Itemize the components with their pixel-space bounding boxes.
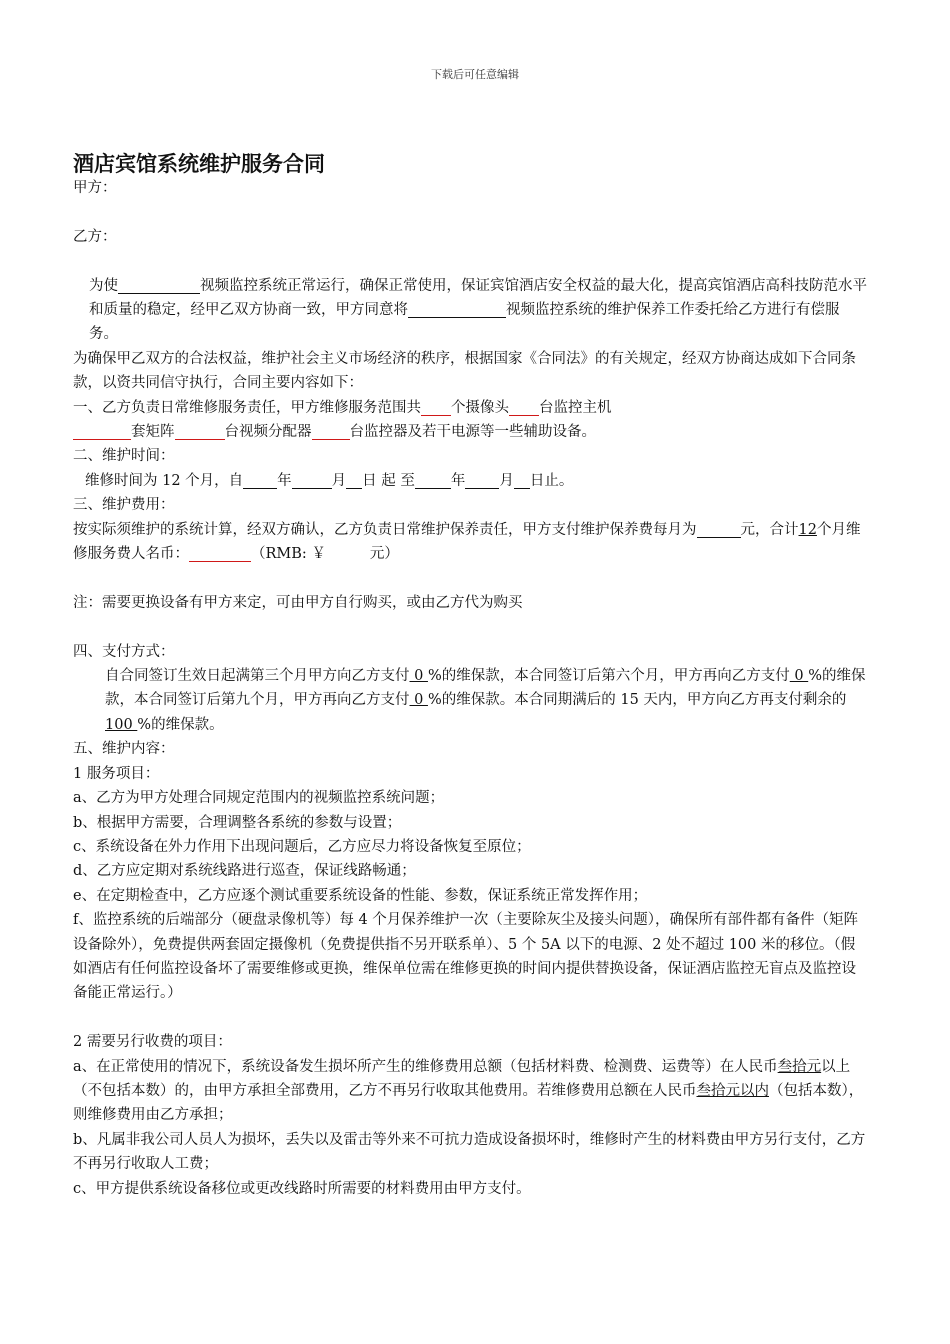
service-item: f、监控系统的后端部分（硬盘录像机等）每 4 个月保养维护一次（主要除灰尘及接头问题），确保所有部件都有备件（矩阵设备除外），免费提供两套固定摄像机（免费提供指不另开联系单）、5 个 5A 以下的电源、2 处不超过 100 米的移位。（假如酒店有任何监控设备坏了需要维修或更换，维保单位需在维修更换的时间内提供替换设备，保证酒店监控无盲点及监控设备能正常运行。） <box>73 912 859 1002</box>
section-3-heading: 三、维护费用： <box>73 497 175 514</box>
monthly-fee-blank[interactable] <box>697 519 741 538</box>
system-name-blank[interactable] <box>118 275 200 294</box>
period-text: 年 <box>450 472 466 489</box>
payment-percent-2: 0 <box>789 668 809 685</box>
section-1-text: 个摄像头 <box>451 399 509 416</box>
section-2-heading: 二、维护时间： <box>73 448 175 465</box>
spacer <box>73 200 868 224</box>
section-1-text: 台视频分配器 <box>224 424 312 441</box>
document-title: 酒店宾馆系统维护服务合同 <box>73 151 325 176</box>
section-5-heading: 五、维护内容： <box>73 741 175 758</box>
service-item: a、乙方为甲方处理合同规定范围内的视频监控系统问题； <box>73 790 445 807</box>
period-text: 日止。 <box>529 472 574 489</box>
intro-text: 视频监控系统的维护保养工作委托给乙方进行有偿服务。 <box>89 302 840 343</box>
end-year-blank[interactable] <box>415 470 451 489</box>
charge-amount: 叁拾元以内 <box>696 1082 769 1099</box>
section-1-text: 一、乙方负责日常维修服务责任，甲方维修服务范围共 <box>73 399 421 416</box>
end-month-blank[interactable] <box>465 470 499 489</box>
period-text: 日 起 至 <box>362 472 415 489</box>
service-item: b、根据甲方需要，合理调整各系统的参数与设置； <box>73 814 402 831</box>
section-1-text: 套矩阵 <box>131 424 175 441</box>
system-name-blank[interactable] <box>408 299 506 318</box>
payment-percent-4: 100 <box>105 716 138 733</box>
start-day-blank[interactable] <box>346 470 362 489</box>
period-text: 月 <box>499 472 514 489</box>
intro-paragraph-1 <box>73 274 868 347</box>
payment-text: %的维保款。本合同期满后的 15 天内，甲方向乙方再支付剩余的 <box>427 692 847 709</box>
payment-text: %的维保款。 <box>137 716 224 733</box>
matrix-count-blank[interactable] <box>73 421 131 440</box>
party-a-label: 甲方： <box>73 180 117 196</box>
intro-text: 为使 <box>89 277 118 294</box>
distributor-count-blank[interactable] <box>175 421 225 440</box>
fee-text: 元） <box>369 546 399 563</box>
service-item: d、乙方应定期对系统线路进行巡查，保证线路畅通； <box>73 863 416 880</box>
section-1-text: 台监控器及若干电源等一些辅助设备。 <box>349 424 596 441</box>
service-item: e、在定期检查中，乙方应逐个测试重要系统设备的性能、参数，保证系统正常发挥作用； <box>73 887 648 904</box>
payment-percent-1: 0 <box>409 668 428 685</box>
total-fee-blank[interactable] <box>189 543 251 562</box>
section-3-fee <box>73 518 868 567</box>
service-items-heading: 1 服务项目： <box>73 765 160 782</box>
contract-body <box>73 176 868 1201</box>
spacer <box>73 615 868 639</box>
charge-text: 以上（不包括本数）的，由甲方承担全部费用，乙方不再另行收取其他费用。若维修费用总额在人民币 <box>73 1058 851 1099</box>
host-count-blank[interactable] <box>509 397 539 416</box>
end-day-blank[interactable] <box>514 470 530 489</box>
fee-text: （RMB: ￥ <box>251 546 326 563</box>
period-text: 月 <box>331 472 347 489</box>
monitor-count-blank[interactable] <box>312 421 350 440</box>
spacer <box>73 1006 868 1030</box>
extra-charge-heading: 2 需要另行收费的项目： <box>73 1034 232 1051</box>
payment-percent-3: 0 <box>409 692 428 709</box>
section-4-payment <box>73 664 868 737</box>
intro-paragraph-2: 为确保甲乙双方的合法权益，维护社会主义市场经济的秩序，根据国家《合同法》的有关规定，经双方协商达成如下合同条款，以资共同信守执行，合同主要内容如下： <box>73 350 856 392</box>
charge-text: a、在正常使用的情况下，系统设备发生损坏所产生的维修费用总额（包括材料费、检测费、运费等）在人民币 <box>73 1058 778 1075</box>
payment-text: %的维保款，本合同签订后第六个月，甲方再向乙方支付 <box>427 668 790 685</box>
section-4-heading: 四、支付方式： <box>73 643 175 660</box>
equipment-note: 注：需要更换设备有甲方来定，可由甲方自行购买，或由乙方代为购买 <box>73 594 523 611</box>
spacer <box>73 249 868 273</box>
spacer <box>73 566 868 590</box>
fee-text: 元，合计 <box>740 521 799 538</box>
rmb-amount-blank[interactable] <box>326 544 370 562</box>
fee-text: 按实际须维护的系统计算，经双方确认，乙方负责日常维护保养责任，甲方支付维护保养费每月为 <box>73 521 697 538</box>
start-year-blank[interactable] <box>243 470 277 489</box>
period-text: 维修时间为 12 个月，自 <box>85 472 244 489</box>
section-1 <box>73 396 868 445</box>
charge-text: （包括本数），则维修费用由乙方承担； <box>73 1082 864 1124</box>
months-value: 12 <box>798 521 817 538</box>
intro-text: 视频监控系统正常运行，确保正常使用，保证宾馆酒店安全权益的最大化，提高宾馆酒店高科技防范水平和质量的稳定，经甲乙双方协商一致，甲方同意将 <box>89 277 867 318</box>
extra-charge-item <box>73 1055 868 1128</box>
fee-text: 个月维修服务费人名币： <box>73 521 861 563</box>
service-item: c、系统设备在外力作用下出现问题后，乙方应尽力将设备恢复至原位； <box>73 838 531 855</box>
header-note: 下载后可任意编辑 <box>431 68 519 81</box>
charge-amount: 叁拾元 <box>777 1058 822 1075</box>
period-text: 年 <box>277 472 292 489</box>
extra-charge-item: b、凡属非我公司人员人为损坏，丢失以及雷击等外来不可抗力造成设备损坏时，维修时产生的材料费由甲方另行支付，乙方不再另行收取人工费； <box>73 1131 866 1173</box>
start-month-blank[interactable] <box>292 470 332 489</box>
payment-text: %的维保款，本合同签订后第九个月，甲方再向乙方支付 <box>105 668 866 709</box>
camera-count-blank[interactable] <box>421 397 451 416</box>
extra-charge-item: c、甲方提供系统设备移位或更改线路时所需要的材料费用由甲方支付。 <box>73 1180 531 1197</box>
payment-text: 自合同签订生效日起满第三个月甲方向乙方支付 <box>105 668 410 685</box>
section-2-period <box>73 469 868 493</box>
section-1-text: 台监控主机 <box>539 399 612 416</box>
party-b-label: 乙方： <box>73 228 117 245</box>
